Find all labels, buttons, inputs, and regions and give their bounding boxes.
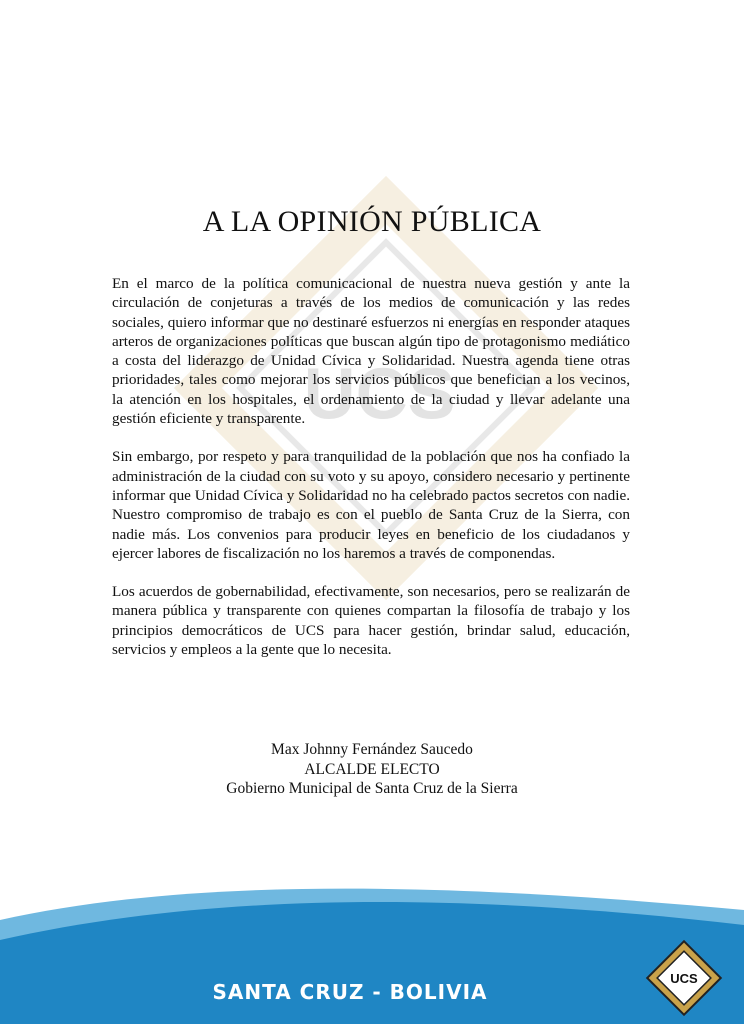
signer-role: ALCALDE ELECTO [304,760,440,778]
ucs-logo [644,938,724,1018]
watermark-ucs-text: UCS [303,354,456,435]
signer-name: Max Johnny Fernández Saucedo [271,741,473,758]
footer-location: SANTA CRUZ - BOLIVIA [212,980,488,1004]
paragraph-2: Sin embargo, por respeto y para tranquilidad de la población que nos ha confiado la administración de la ciudad con su voto y su apoyo, considero necesario y pertinente informar que Unidad Cívica y Solidaridad no ha celebrado pactos secretos con nadie. Nuestro compromiso de trabajo es con el pueblo de Santa Cruz de la Sierra, con nadie más. Los convenios para producir leyes en beneficio de los ciudadanos y ejercer labores de fiscalización no los haremos a través de componendas. [112,448,630,562]
footer-wave-dark [0,902,744,1024]
signer-office: Gobierno Municipal de Santa Cruz de la Sierra [226,780,518,797]
paragraph-1: En el marco de la política comunicacional de nuestra nueva gestión y ante la circulación de conjeturas a través de los medios de comunicación y las redes sociales, quiero informar que no destinaré esfuerzos ni energías en responder ataques arteros de organizaciones políticas que buscan algún tipo de protagonismo mediático a costa del liderazgo de Unidad Cívica y Solidaridad. Nuestra agenda tiene otras prioridades, tales como mejorar los servicios públicos que benefician a los vecinos, la atención en los hospitales, el ordenamiento de la ciudad y llevar adelante una gestión eficiente y transparente. [112,275,630,428]
page-title: A LA OPINIÓN PÚBLICA [202,205,542,238]
statement-body [112,274,630,678]
paragraph-3: Los acuerdos de gobernabilidad, efectivamente, son necesarios, pero se realizarán de manera pública y transparente con quienes compartan la filosofía de trabajo y los principios democráticos de UCS para hacer gestión, brindar salud, educación, servicios y empleos a la gente que lo necesita. [112,583,630,659]
signature-block [0,740,744,799]
logo-ucs-text: UCS [670,971,698,986]
